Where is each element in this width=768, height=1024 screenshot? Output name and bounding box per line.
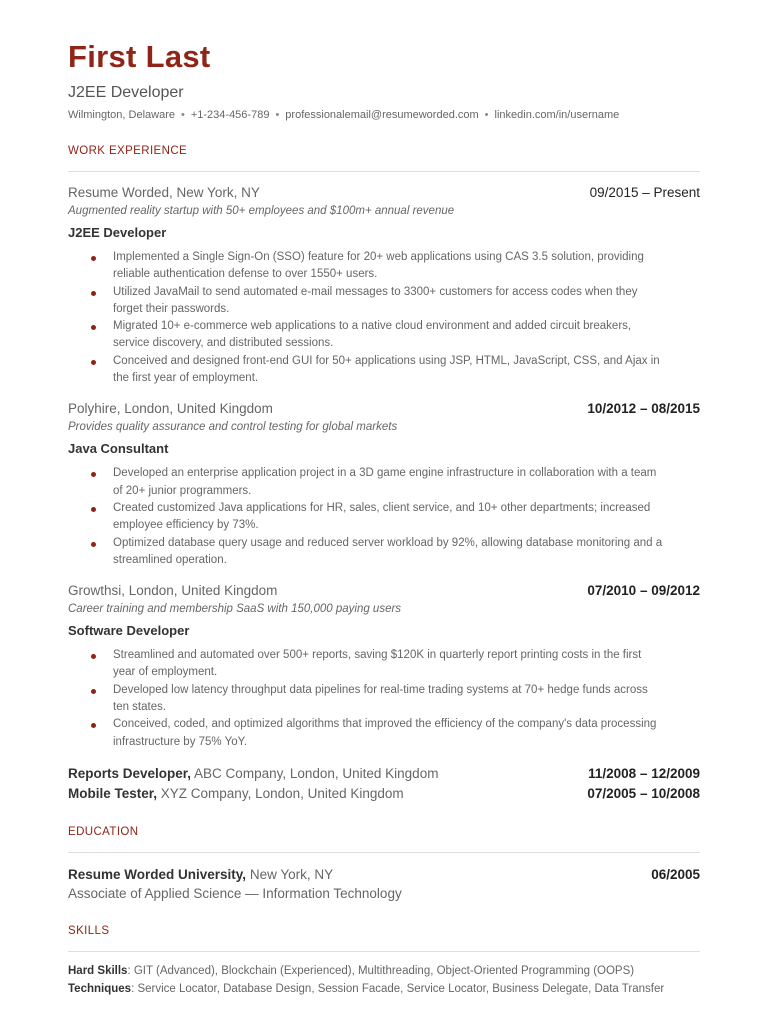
- section-title-skills: SKILLS: [68, 924, 110, 937]
- bullet-dot-icon: [91, 507, 96, 512]
- bullet-item: Utilized JavaMail to send automated e-mail messages to 3300+ customers for access codes when they forget their passwords.: [68, 284, 700, 319]
- job-entry: [68, 582, 700, 751]
- contact-separator: •: [275, 109, 280, 121]
- job-dates: 07/2010 – 09/2012: [587, 583, 700, 599]
- job-entry: [68, 400, 700, 569]
- bullet-dot-icon: [91, 542, 96, 547]
- job-tagline: Provides quality assurance and control testing for global markets: [68, 421, 398, 434]
- other-roles: [68, 765, 700, 802]
- bullet-dot-icon: [91, 360, 96, 365]
- job-header: [68, 582, 700, 599]
- contact-line: [68, 108, 700, 122]
- job-entry: [68, 184, 700, 387]
- other-role: Mobile Tester, XYZ Company, London, United Kingdom: [68, 785, 404, 801]
- job-dates: 09/2015 – Present: [589, 185, 700, 200]
- bullet-item: Conceived and designed front-end GUI for 50+ applications using JSP, HTML, JavaScript, CSS, and Ajax in the first year of employment.: [68, 353, 700, 388]
- job-title: Software Developer: [68, 623, 190, 639]
- contact-location: Wilmington, Delaware: [68, 109, 175, 121]
- contact-email[interactable]: professionalemail@resumeworded.com: [285, 109, 479, 121]
- bullet-dot-icon: [91, 325, 96, 330]
- bullet-dot-icon: [91, 723, 96, 728]
- contact-separator: •: [180, 109, 185, 121]
- other-role-dates: 07/2005 – 10/2008: [587, 785, 700, 801]
- job-company: Growthsi, London, United Kingdom: [68, 583, 278, 599]
- education-school: Resume Worded University, New York, NY: [68, 866, 334, 882]
- bullet-item: Streamlined and automated over 500+ reports, saving $120K in quarterly report printing costs in the first year of employment.: [68, 647, 700, 682]
- bullet-dot-icon: [91, 654, 96, 659]
- skills-hard: Hard Skills: GIT (Advanced), Blockchain (Experienced), Multithreading, Object-Oriented Programming (OOPS): [68, 964, 635, 977]
- candidate-name: First Last: [68, 39, 211, 74]
- section-title-education: EDUCATION: [68, 825, 139, 838]
- job-company: Polyhire, London, United Kingdom: [68, 401, 273, 417]
- bullet-item: Conceived, coded, and optimized algorithms that improved the efficiency of the company's data processing infrastructure by 75% YoY.: [68, 716, 700, 751]
- other-role-dates: 11/2008 – 12/2009: [588, 765, 700, 781]
- other-role-row: [68, 785, 700, 802]
- education-entry: [68, 866, 700, 902]
- job-title: J2EE Developer: [68, 225, 167, 240]
- bullet-item: Migrated 10+ e-commerce web applications to a native cloud environment and added circuit breakers, service discovery, and distributed sessions.: [68, 318, 700, 353]
- other-role-row: [68, 765, 700, 782]
- job-bullets: [68, 465, 700, 569]
- bullet-dot-icon: [91, 256, 96, 261]
- other-role: Reports Developer, ABC Company, London, United Kingdom: [68, 765, 439, 781]
- bullet-item: Created customized Java applications for HR, sales, client service, and 10+ other departments; increased employee efficiency by 73%.: [68, 500, 700, 535]
- section-divider: [68, 852, 700, 853]
- job-title: Java Consultant: [68, 441, 169, 457]
- job-bullets: [68, 249, 700, 387]
- job-company: Resume Worded, New York, NY: [68, 185, 260, 200]
- contact-phone: +1-234-456-789: [190, 109, 270, 121]
- bullet-item: Implemented a Single Sign-On (SSO) feature for 20+ web applications using CAS 3.5 solution, providing reliable authentication defense to over 1550+ users.: [68, 249, 700, 284]
- contact-separator: •: [484, 109, 489, 121]
- education-degree: Associate of Applied Science — Information Technology: [68, 885, 402, 901]
- job-header: [68, 400, 700, 417]
- bullet-item: Developed low latency throughput data pipelines for real-time trading systems at 70+ hedge funds across ten states.: [68, 682, 700, 717]
- job-bullets: [68, 647, 700, 751]
- bullet-dot-icon: [91, 291, 96, 296]
- resume-page: [68, 38, 700, 998]
- bullet-dot-icon: [91, 472, 96, 477]
- section-divider: [68, 951, 700, 952]
- section-divider: [68, 171, 700, 172]
- contact-linkedin[interactable]: linkedin.com/in/username: [494, 109, 620, 121]
- candidate-role: J2EE Developer: [68, 84, 184, 101]
- bullet-dot-icon: [91, 689, 96, 694]
- education-header: [68, 866, 700, 883]
- bullet-item: Developed an enterprise application project in a 3D game engine infrastructure in collaboration with a team of 20+ junior programmers.: [68, 465, 700, 500]
- skills-list: [68, 962, 700, 998]
- section-title-work: WORK EXPERIENCE: [68, 145, 188, 157]
- job-dates: 10/2012 – 08/2015: [587, 401, 700, 417]
- job-header: [68, 184, 700, 201]
- job-tagline: Career training and membership SaaS with 150,000 paying users: [68, 603, 402, 616]
- education-date: 06/2005: [651, 866, 700, 882]
- bullet-item: Optimized database query usage and reduced server workload by 92%, allowing database monitoring and a streamlined operation.: [68, 535, 700, 570]
- job-tagline: Augmented reality startup with 50+ employees and $100m+ annual revenue: [68, 205, 455, 217]
- skills-techniques: Techniques: Service Locator, Database Design, Session Facade, Service Locator, Business Delegate, Data Transfer: [68, 982, 665, 995]
